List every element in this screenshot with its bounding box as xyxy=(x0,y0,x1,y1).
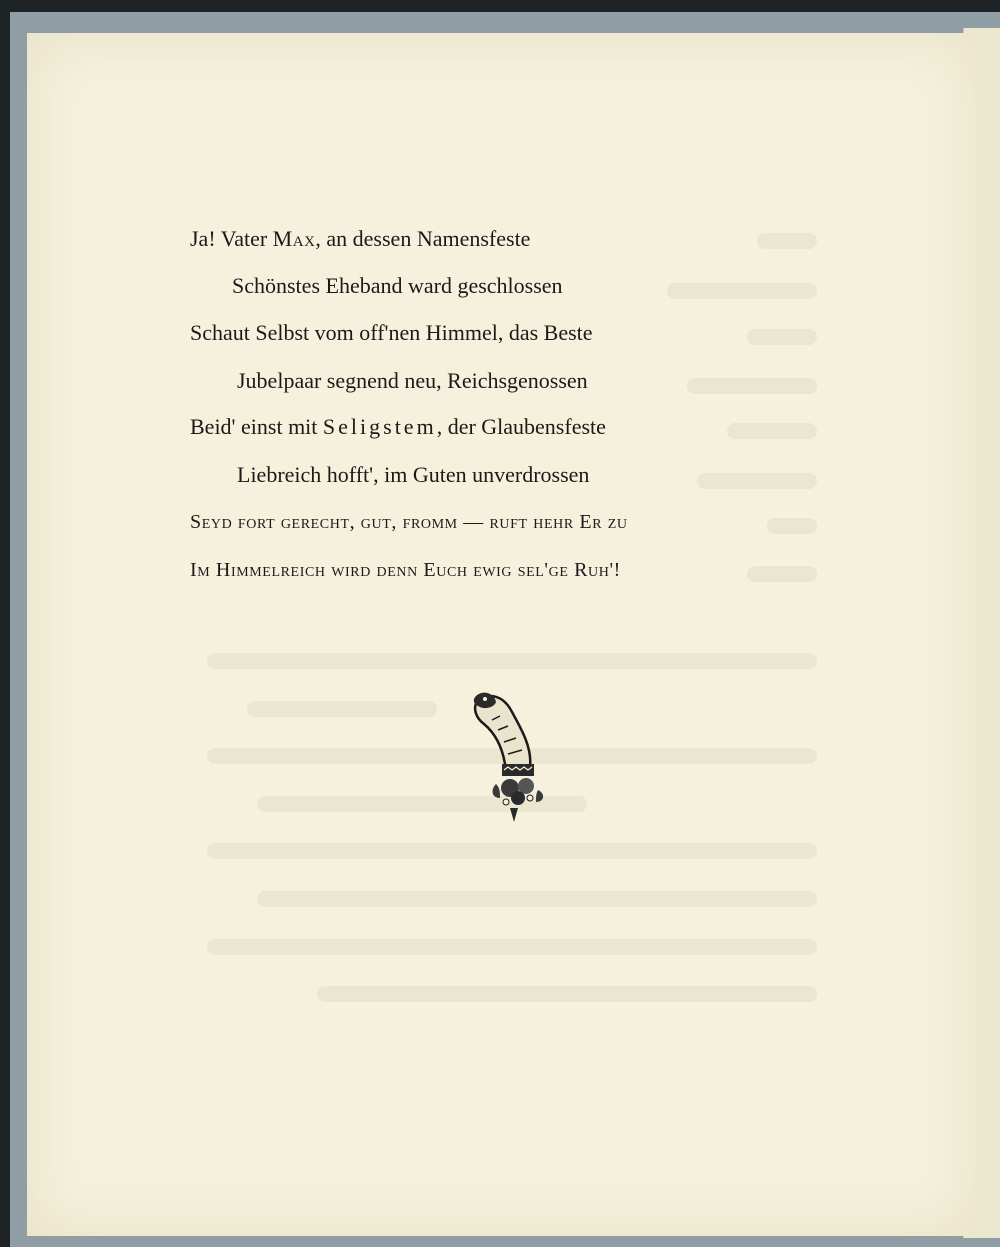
poem-line-3: Schaut Selbst vom off'nen Himmel, das Beste xyxy=(190,320,593,345)
spaced-word: Seligstem xyxy=(322,414,437,439)
poem-line-2: Schönstes Eheband ward geschlossen xyxy=(232,273,563,298)
poem-line-5: Beid' einst mit Seligstem, der Glaubensfeste xyxy=(190,414,606,439)
poem-line-7: Seyd fort gerecht, gut, fromm — ruft hehr Er zu xyxy=(190,511,628,533)
name-max: Max xyxy=(272,226,316,251)
page-leaf xyxy=(27,33,977,1236)
horn-of-plenty-fleuron-icon xyxy=(470,690,554,830)
poem-line-4: Jubelpaar segnend neu, Reichsgenossen xyxy=(237,368,588,393)
poem-line-1: Ja! Vater Max, an dessen Namensfeste xyxy=(190,226,531,251)
show-through-text xyxy=(27,33,977,1236)
poem-line-8: Im Himmelreich wird denn Euch ewig sel'ge Ruh'! xyxy=(190,559,621,581)
poem-line-6: Liebreich hofft', im Guten unverdrossen xyxy=(237,462,590,487)
